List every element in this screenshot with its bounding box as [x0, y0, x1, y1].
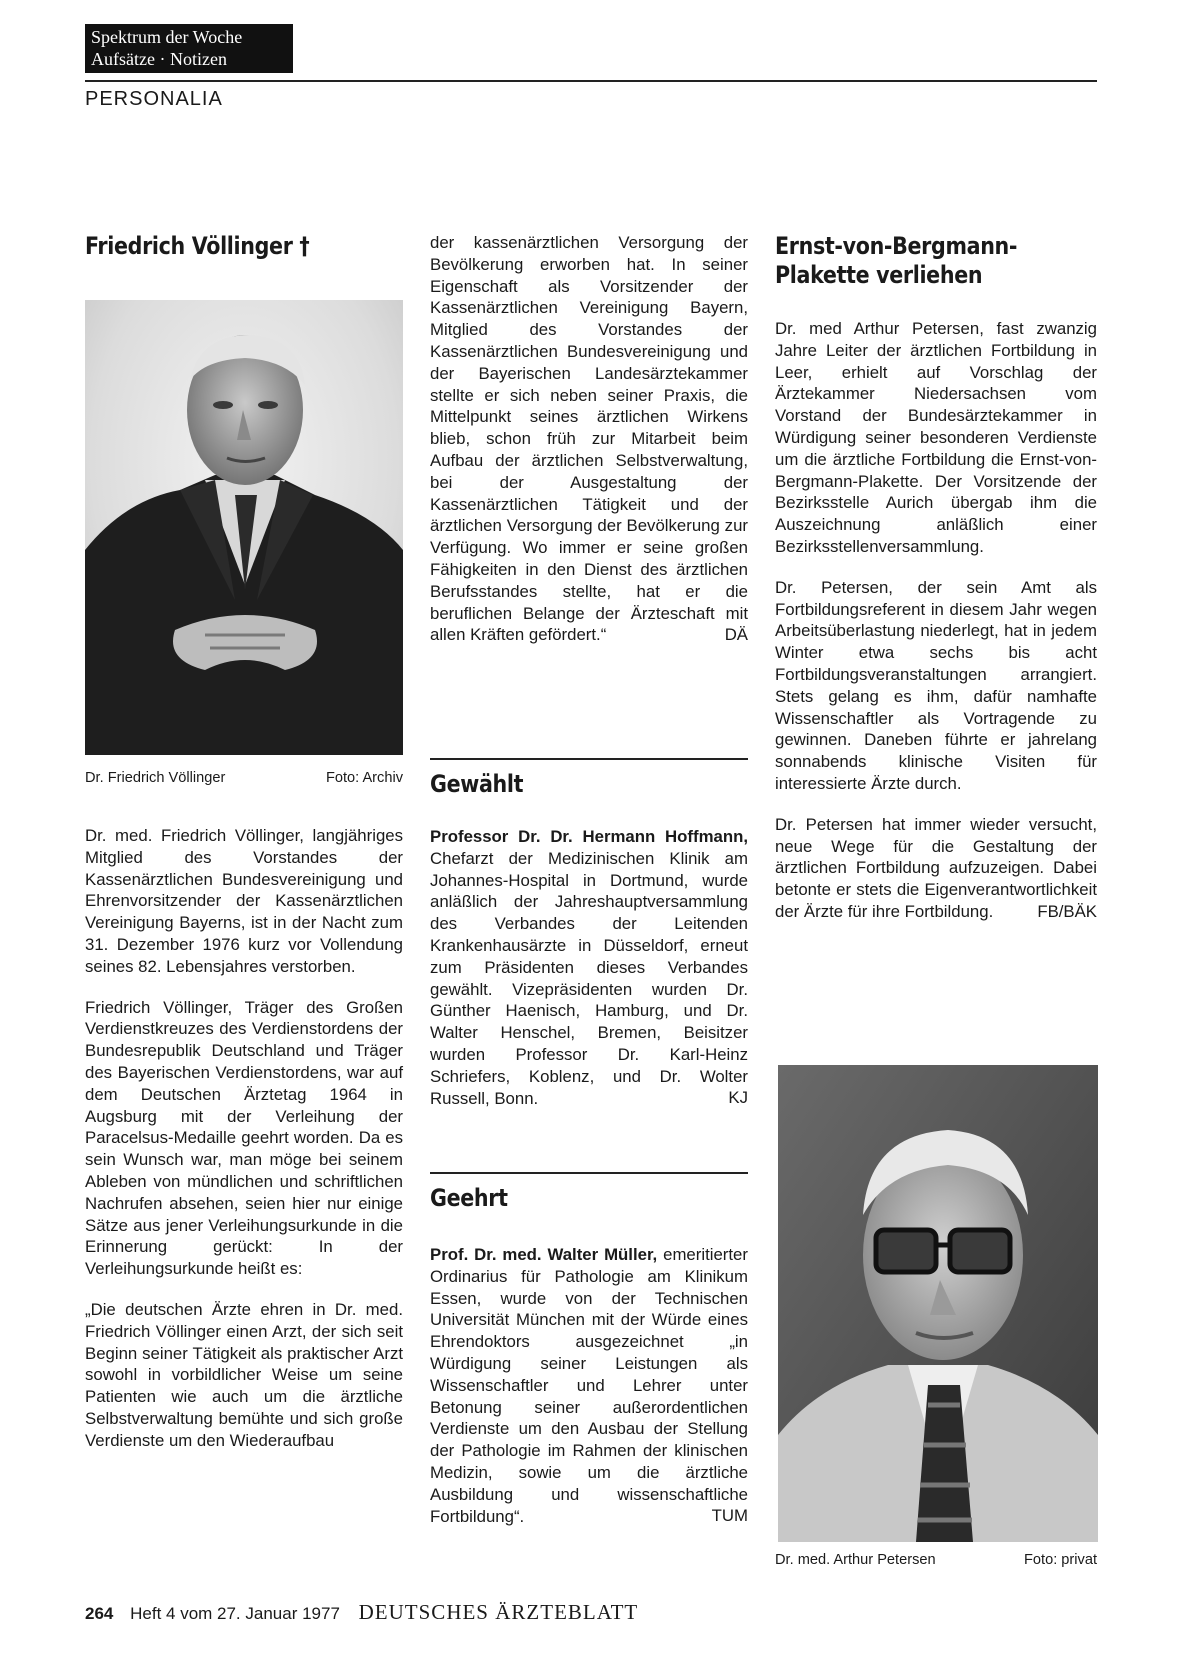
- petersen-caption: [775, 1552, 1097, 1568]
- caption-text: Dr. Friedrich Völlinger: [85, 770, 226, 786]
- article4-paragraph-1: Dr. med Arthur Petersen, fast zwanzig Jahre Leiter der ärztlichen Fortbildung in Leer, erhielt auf Vorschlag der Ärztekammer Niedersachsen vom Vorstand der Bundesärztekammer in Würdigung seiner besonderen Verdienste um die ärztliche Fortbildung die Ernst-von-Bergmann-Plakette. Der Vorsitzende der Bezirksstelle Aurich übergab ihm die Auszeichnung anläßlich einer Bezirksstellenversammlung.: [775, 319, 1097, 556]
- article1-signature: DÄ: [724, 625, 748, 645]
- article1-paragraph-1: Dr. med. Friedrich Völlinger, langjähriges Mitglied des Vorstandes der Kassenärztlichen Bundesvereinigung und Ehrenvorsitzender der Kassenärztlichen Vereinigung Bayerns, ist in der Nacht zum 31. Dezember 1976 kurz vor Vollendung seines 82. Lebensjahres verstorben.: [85, 826, 403, 976]
- section-badge: [85, 24, 293, 73]
- article3-body: [430, 1244, 748, 1527]
- article1-body-col2: [430, 232, 748, 646]
- article2-body: [430, 826, 748, 1109]
- photo-credit: Foto: privat: [1024, 1552, 1097, 1568]
- article4-signature: FB/BÄK: [1037, 901, 1097, 921]
- caption-text: Dr. med. Arthur Petersen: [775, 1552, 936, 1568]
- article4-paragraph-2: Dr. Petersen, der sein Amt als Fortbildungsreferent in diesem Jahr wegen Arbeitsüberlastung niederlegt, hat in jedem Winter etwa sechs bis acht Fortbildungsveranstaltungen arrangiert. Stets gelang es ihm, dafür namhafte Wissenschaftler als Vortragende zu gewinnen. Daneben führte er jahrelang sonnabends klinische Visiten für interessierte Ärzte durch.: [775, 577, 1097, 793]
- article2-rule: [430, 758, 748, 760]
- article1-paragraph-4: der kassenärztlichen Versorgung der Bevölkerung erworben hat. In seiner Eigenschaft als Vorsitzender der Kassenärztlichen Vereinigung Bayern, Mitglied des Vorstandes der Kassenärztlichen Bundesvereinigung und der Bayerischen Landesärztekammer stellte er sich neben seiner Praxis, die Mittelpunkt seines ärztlichen Wirkens blieb, schon früh zur Mitarbeit beim Aufbau der ärztlichen Selbstverwaltung, bei der Ausgestaltung der Kassenärztlichen Tätigkeit und der ärztlichen Versorgung der Bevölkerung zur Verfügung. Wo immer er seine großen Fähigkeiten in den Dienst des ärztlichen Berufsstandes stellte, hat er die beruflichen Belange der Ärzteschaft mit allen Kräften gefördert.“: [430, 233, 748, 645]
- article2-signature: KJ: [728, 1088, 748, 1108]
- article1-body-col1: [85, 825, 403, 1471]
- page-footer: [85, 1600, 638, 1625]
- article3-text: emeritierter Ordinarius für Pathologie am Klinikum Essen, wurde von der Technischen Universität München mit der Würde eines Ehrendoktors ausgezeichnet „in Würdigung seiner Leistungen als Wissenschaftler und Lehrer unter Betonung seiner außerordentlichen Verdienste um den Ausbau der Stellung der Pathologie im Rahmen der klinischen Medizin, sowie um die ärztliche Ausbildung und wissenschaftliche Fortbildung“.: [430, 1245, 748, 1526]
- article3-signature: TUM: [711, 1506, 748, 1526]
- article3-title-wrap: [430, 1184, 520, 1213]
- article1-paragraph-3: „Die deutschen Ärzte ehren in Dr. med. Friedrich Völlinger einen Arzt, der sich seit Beginn seiner Tätigkeit als praktischer Arzt sowohl in vorbildlicher Weise um seine Patienten wie auch um die ärztliche Selbstverwaltung bemühte und sich große Verdienste um den Wiederaufbau: [85, 1299, 403, 1450]
- article4-paragraph-3: Dr. Petersen hat immer wieder versucht, neue Wege für die Gestaltung der ärztlichen Fortbildung aufzuzeigen. Dabei betonte er stets die Eigenverantwortlichkeit der Ärzte für ihre Fortbildung.: [775, 814, 1097, 921]
- voellinger-caption: [85, 770, 403, 786]
- portrait-image: [778, 1065, 1098, 1542]
- article2-lead: Professor Dr. Dr. Hermann Hoffmann,: [430, 827, 748, 846]
- article4-title-line-1: Ernst-von-Bergmann-: [775, 232, 1018, 260]
- article3-title: Geehrt: [430, 1184, 508, 1212]
- section-label: PERSONALIA: [85, 88, 223, 110]
- article3-lead: Prof. Dr. med. Walter Müller,: [430, 1245, 658, 1264]
- article2-title: Gewählt: [430, 770, 524, 798]
- article4-title-wrap: [775, 232, 1057, 290]
- article4-title-line-2: Plakette verliehen: [775, 261, 983, 289]
- article1-title-wrap: [85, 232, 346, 261]
- article3-rule: [430, 1172, 748, 1174]
- article2-text: Chefarzt der Medizinischen Klinik am Johannes-Hospital in Dortmund, wurde anläßlich der Jahreshauptversammlung des Verbandes der Leitenden Krankenhausärzte in Düsseldorf, erneut zum Präsidenten dieses Verbandes gewählt. Vizepräsidenten wurden Dr. Günther Haenisch, Hamburg, und Dr. Walter Henschel, Bremen, Beisitzer wurden Professor Dr. Karl-Heinz Schriefers, Koblenz, und Dr. Wolter Russell, Bonn.: [430, 848, 748, 1108]
- article1-title: Friedrich Völlinger †: [85, 232, 310, 260]
- photo-credit: Foto: Archiv: [325, 770, 403, 786]
- voellinger-photo: [85, 300, 403, 755]
- badge-line-2: Aufsätze · Notizen: [91, 49, 227, 69]
- article2-title-wrap: [430, 770, 538, 799]
- page-number: 264: [85, 1604, 114, 1623]
- journal-title: DEUTSCHES ÄRZTEBLATT: [358, 1600, 639, 1624]
- article4-body: [775, 318, 1097, 923]
- badge-line-1: Spektrum der Woche: [91, 27, 243, 47]
- header-rule: [85, 80, 1097, 82]
- petersen-photo: [778, 1065, 1098, 1542]
- portrait-image: [85, 300, 403, 755]
- issue-info: Heft 4 vom 27. Januar 1977: [130, 1604, 340, 1623]
- article1-paragraph-2: Friedrich Völlinger, Träger des Großen Verdienstkreuzes des Verdienstordens der Bundesrepublik Deutschland und Träger des Bayerischen Verdienstordens, war auf dem Deutschen Ärztetag 1964 in Augsburg mit der Verleihung der Paracelsus-Medaille geehrt worden. Da es sein Wunsch war, man möge bei seinem Ableben von mündlichen und schriftlichen Nachrufen absehen, seien hier nur einige Sätze aus jener Verleihungsurkunde in die Erinnerung gerückt: In der Verleihungsurkunde heißt es:: [85, 997, 403, 1279]
